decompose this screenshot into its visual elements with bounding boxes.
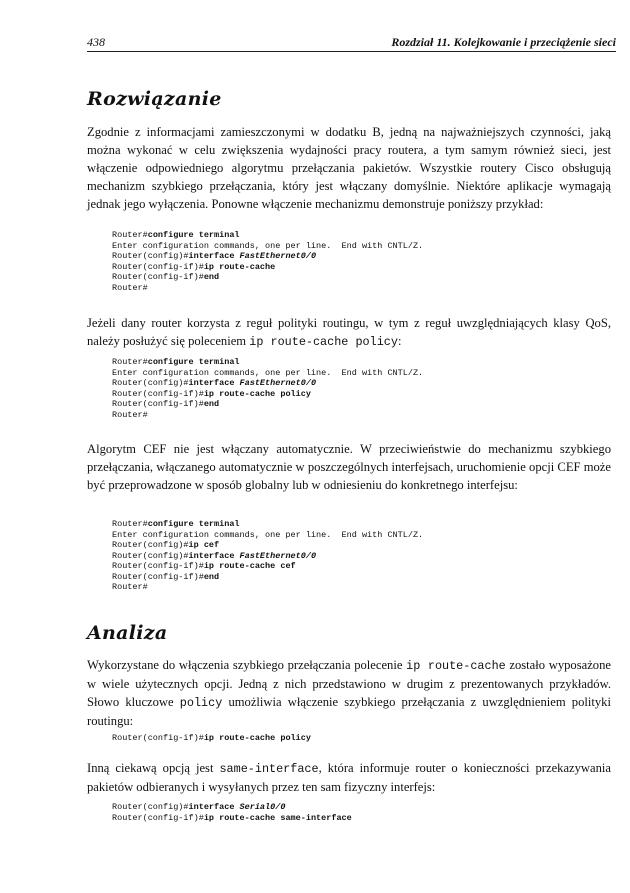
page-number: 438 [87,35,105,49]
section-heading-analysis: Analiza [87,622,168,644]
paragraph-same-interface: Inną ciekawą opcją jest same-interface, która informuje router o konieczności przekazywania pakietów odbieranych i wysyłanych przez ten sam fizyczny interfejs: [87,761,612,794]
code-block-same-interface: Router(config)#interface Serial0/0 Router(config-if)#ip route-cache same-interface [112,802,352,823]
chapter-title: Rozdział 11. Kolejkowanie i przeciążenie sieci [391,35,616,49]
page-header [87,33,616,52]
paragraph-analysis: Wykorzystane do włączenia szybkiego przełączania polecenie ip route-cache zostało wyposażone w wiele użytecznych opcji. Jedną z nich przedstawiono w drugim z prezentowanych przykładów. Słowo kluczowe policy umożliwia włączenie szybkiego przełączania z uwzględnieniem polityki routingu: [87,658,611,728]
code-block-cef: Router#configure terminal Enter configuration commands, one per line. End with CNTL/Z. Router(config)#ip cef Router(config)#interface FastEthernet0/0 Router(config-if)#ip route-cache cef Router(config-if)#end Router# [112,519,424,592]
code-block-fast-switching: Router#configure terminal Enter configuration commands, one per line. End with CNTL/Z. Router(config)#interface FastEthernet0/0 Router(config-if)#ip route-cache Router(config-if)#end Router# [112,230,424,293]
paragraph-policy: Jeżeli dany router korzysta z reguł polityki routingu, w tym z reguł uwzględniających klasy QoS, należy posłużyć się poleceniem ip route-cache policy: [87,316,611,349]
paragraph-cef: Algorytm CEF nie jest włączany automatycznie. W przeciwieństwie do mechanizmu szybkiego przełączania, włączanego automatycznie w poszczególnych interfejsach, uruchomienie opcji CEF może być przeprowadzone w sposób globalny lub w odniesieniu do konkretnego interfejsu: [87,442,611,492]
code-block-policy-line: Router(config-if)#ip route-cache policy [112,733,311,743]
code-block-policy: Router#configure terminal Enter configuration commands, one per line. End with CNTL/Z. Router(config)#interface FastEthernet0/0 Router(config-if)#ip route-cache policy Router(config-if)#end Router# [112,357,424,420]
section-heading-solution: Rozwiązanie [87,88,222,110]
paragraph-intro: Zgodnie z informacjami zamieszczonymi w dodatku B, jedną na najważniejszych czynności, jaką można wykonać w celu zwiększenia wydajności pracy routera, a tym samym również sieci, jest włączenie odpowiedniego algorytmu przełączania pakietów. Wszystkie routery Cisco obsługują mechanizm szybkiego przełączania, który jest włączany domyślnie. Niektóre aplikacje wymagają jednak jego wyłączenia. Ponowne włączenie mechanizmu demonstruje poniższy przykład: [87,125,611,211]
